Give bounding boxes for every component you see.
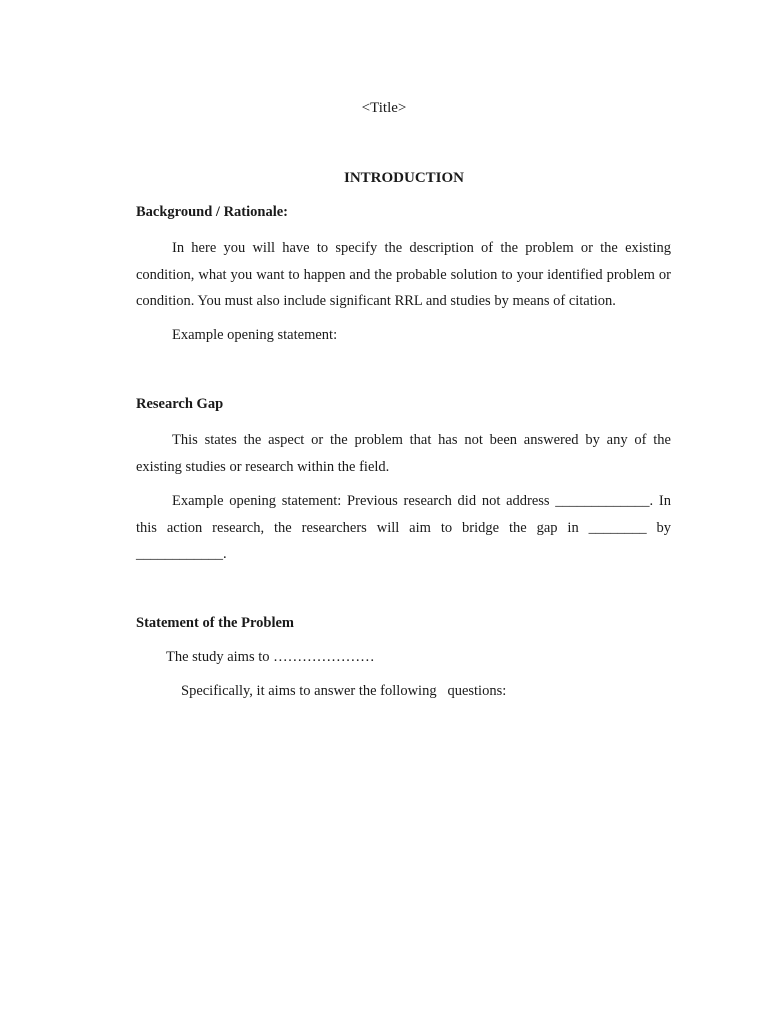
document-title: <Title> — [361, 100, 407, 116]
research-gap-example: Example opening statement: Previous research did not address _____________. In this action research, the researchers will aim to bridge the gap in ________ by ____________. — [136, 493, 671, 562]
introduction-heading: INTRODUCTION — [343, 170, 464, 186]
specifically-line: Specifically, it aims to answer the following questions: — [181, 683, 507, 699]
background-paragraph: In here you will have to specify the description of the problem or the existing condition, what you want to happen and the probable solution to your identified problem or condition. You must also include significant RRL and studies by means of citation. — [136, 240, 671, 309]
background-heading: Background / Rationale: — [136, 204, 289, 220]
study-aims-line: The study aims to ………………… — [166, 649, 375, 665]
statement-of-problem-heading: Statement of the Problem — [136, 615, 294, 631]
background-example: Example opening statement: — [172, 327, 338, 343]
research-gap-heading: Research Gap — [136, 396, 224, 412]
research-gap-paragraph: This states the aspect or the problem that has not been answered by any of the existing studies or research within the field. — [136, 432, 671, 475]
